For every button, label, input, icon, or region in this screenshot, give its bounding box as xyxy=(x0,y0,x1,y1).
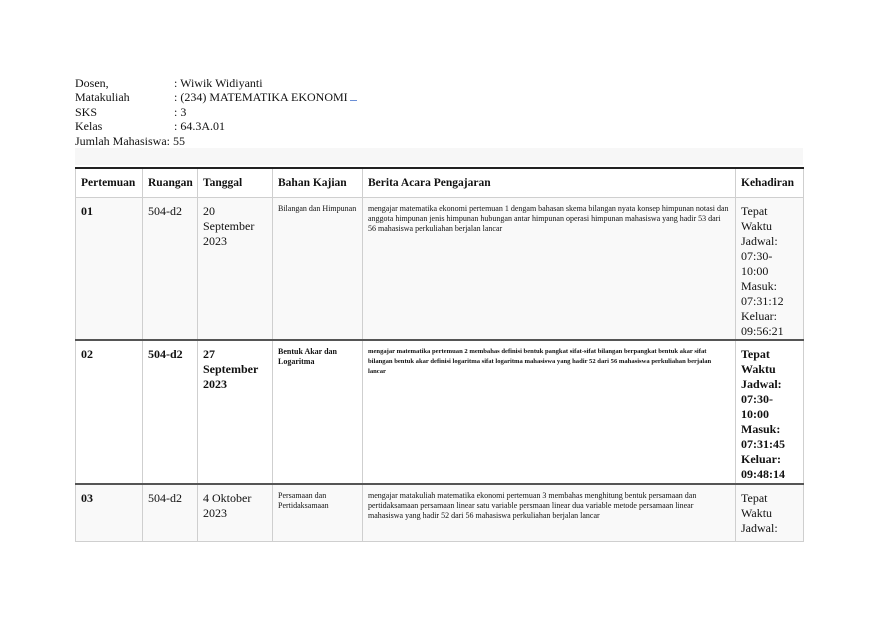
attendance-table xyxy=(75,167,804,542)
kehadiran-status: Tepat Waktu xyxy=(741,204,773,233)
kehadiran-status: Tepat Waktu xyxy=(741,491,773,520)
tanggal-cell: 4 Oktober 2023 xyxy=(198,484,273,542)
pertemuan-cell: 02 xyxy=(76,340,143,484)
table-row xyxy=(76,198,804,341)
header-bahan-kajian: Bahan Kajian xyxy=(273,168,363,198)
info-row-kelas xyxy=(75,119,357,133)
header-pertemuan: Pertemuan xyxy=(76,168,143,198)
matakuliah-value: : (234) MATEMATIKA EKONOMI xyxy=(174,90,348,105)
kehadiran-cell xyxy=(736,340,804,484)
berita-acara-cell: mengajar matematika ekonomi pertemuan 1 dengam bahasan skema bilangan nyata konsep himpunan notasi dan anggota himpunan jenis himpunan hubungan antar himpunan operasi himpunan mahasiswa yang hadir 53 dari 56 mahasiswa perkuliahan berjalan lancar xyxy=(363,198,736,341)
table-header-row xyxy=(76,168,804,198)
jumlah-value: : 55 xyxy=(166,133,185,148)
sks-label: SKS xyxy=(75,104,98,119)
dosen-label: Dosen, xyxy=(75,76,109,90)
kelas-label: Kelas xyxy=(75,119,103,134)
kehadiran-keluar: Keluar: 09:56:21 xyxy=(741,309,784,338)
kehadiran-masuk: Masuk: 07:31:12 xyxy=(741,279,784,308)
kehadiran-keluar: Keluar: 09:48:14 xyxy=(741,452,785,481)
ruangan-cell: 504-d2 xyxy=(143,484,198,542)
table-row xyxy=(76,484,804,542)
sks-value: : 3 xyxy=(174,104,187,119)
berita-acara-cell: mengajar matematika pertemuan 2 membahas definisi bentuk pangkat sifat-sifat bilangan berpangkat bentuk akar sifat bilangan bentuk akar definisi logaritma sifat logaritma mahasiswa yang hadir 52 dari 56 mahasiswa perkuliahan berjalan lancar xyxy=(363,340,736,484)
info-row-matakuliah xyxy=(75,90,357,104)
kehadiran-masuk: Masuk: 07:31:45 xyxy=(741,422,785,451)
tanggal-cell: 20 September 2023 xyxy=(198,198,273,341)
pertemuan-cell: 03 xyxy=(76,484,143,542)
kehadiran-jadwal: Jadwal: 07:30-10:00 xyxy=(741,234,778,278)
header-berita-acara: Berita Acara Pengajaran xyxy=(363,168,736,198)
bahan-kajian-cell: Persamaan dan Pertidaksamaan xyxy=(273,484,363,542)
kelas-value: : 64.3A.01 xyxy=(174,119,225,134)
header-ruangan: Ruangan xyxy=(143,168,198,198)
pertemuan-cell: 01 xyxy=(76,198,143,341)
jumlah-label: Jumlah Mahasiswa xyxy=(75,133,167,148)
kehadiran-jadwal: Jadwal: xyxy=(741,521,778,535)
kehadiran-status: Tepat Waktu xyxy=(741,347,776,376)
table-row xyxy=(76,340,804,484)
matakuliah-label: Matakuliah xyxy=(75,90,130,105)
ruangan-cell: 504-d2 xyxy=(143,340,198,484)
header-tanggal: Tanggal xyxy=(198,168,273,198)
tanggal-cell: 27 September 2023 xyxy=(198,340,273,484)
kehadiran-cell xyxy=(736,484,804,542)
header-kehadiran: Kehadiran xyxy=(736,168,804,198)
course-info xyxy=(75,76,357,148)
spacer-strip xyxy=(75,148,803,165)
bahan-kajian-cell: Bilangan dan Himpunan xyxy=(273,198,363,341)
kehadiran-cell xyxy=(736,198,804,341)
info-row-dosen xyxy=(75,76,357,90)
dosen-value: : Wiwik Widiyanti xyxy=(174,76,263,90)
berita-acara-cell: mengajar matakuliah matematika ekonomi pertemuan 3 membahas menghitung bentuk persamaan dan pertidaksamaan persamaan linear satu variable persmaan linear dua variable metode persamaan linear mahasiswa yang hadir 52 dari 56 mahasiswa perkuliahan berjalan lancar xyxy=(363,484,736,542)
info-row-sks xyxy=(75,105,357,119)
kehadiran-jadwal: Jadwal: 07:30-10:00 xyxy=(741,377,782,421)
bahan-kajian-cell: Bentuk Akar dan Logaritma xyxy=(273,340,363,484)
ruangan-cell: 504-d2 xyxy=(143,198,198,341)
info-row-jumlah xyxy=(75,134,357,148)
matakuliah-link-underline xyxy=(350,90,357,101)
